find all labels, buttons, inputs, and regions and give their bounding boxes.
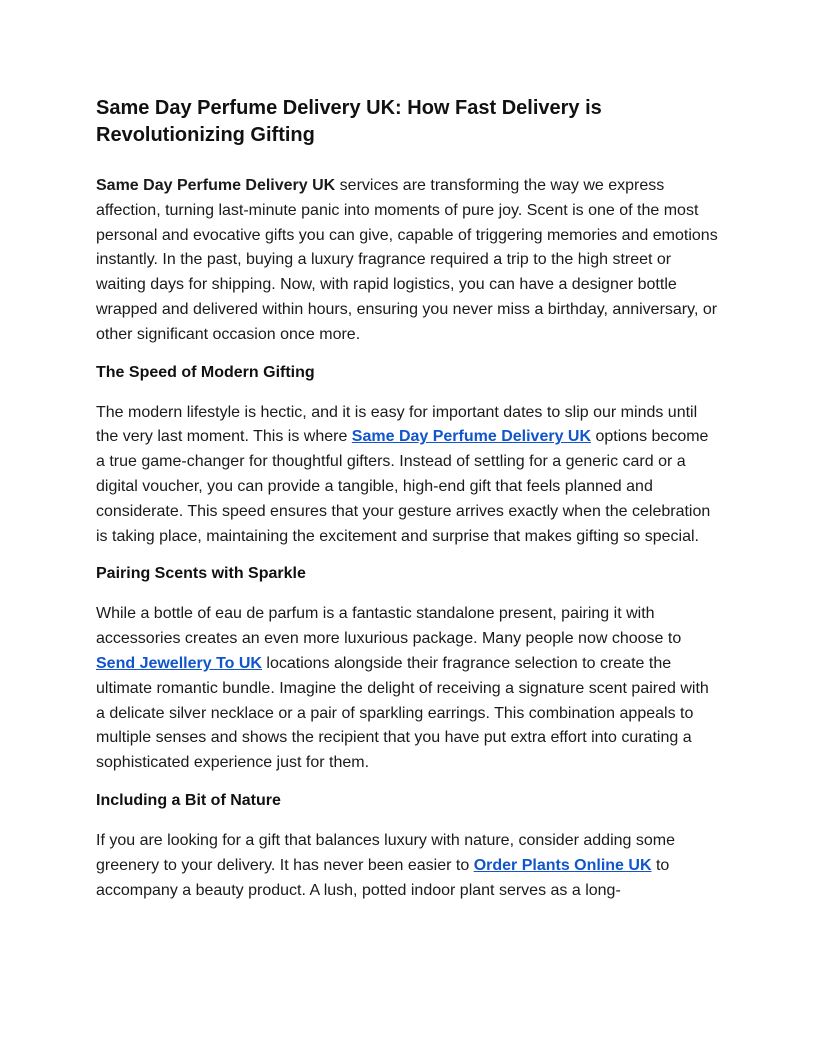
paragraph-text: to accompany a beauty product. A lush, potted indoor plant serves as a long- [96, 856, 670, 899]
paragraph-text: options become a true game-changer for thoughtful gifters. Instead of settling for a generic card or a digital voucher, you can provide a tangible, high-end gift that feels planned and considerate. This speed ensures that your gesture arrives exactly when the celebration is taking place, maintaining the excitement and surprise that makes gifting so special. [96, 428, 711, 545]
intro-paragraph [96, 174, 720, 348]
intro-lead-bold: Same Day Perfume Delivery UK [96, 177, 336, 194]
link-same-day-perfume-delivery[interactable]: Same Day Perfume Delivery UK [351, 428, 592, 446]
paragraph-text: The modern lifestyle is hectic, and it is easy for important dates to slip our minds until the very last moment. This is where [96, 403, 698, 446]
section-heading-sparkle: Pairing Scents with Sparkle [96, 565, 306, 583]
section-heading-nature: Including a Bit of Nature [96, 791, 281, 809]
link-order-plants[interactable]: Order Plants Online UK [473, 856, 652, 874]
paragraph-text: locations alongside their fragrance selection to create the ultimate romantic bundle. Imagine the delight of receiving a signature scent paired with a delicate silver necklace or a pair of sparkling earrings. This combination appeals to multiple senses and shows the recipient that you have put extra effort into curating a sophisticated experience just for them. [96, 654, 709, 772]
section-paragraph-nature [96, 829, 720, 903]
page-title: Same Day Perfume Delivery UK: How Fast Delivery is Revolutionizing Gifting [96, 97, 602, 146]
intro-text: services are transforming the way we express affection, turning last-minute panic into moments of pure joy. Scent is one of the most personal and evocative gifts you can give, capable of triggering memories and emotions instantly. In the past, buying a luxury fragrance required a trip to the high street or waiting days for shipping. Now, with rapid logistics, you can have a designer bottle wrapped and delivered within hours, ensuring you never miss a birthday, anniversary, or other significant occasion once more. [96, 177, 718, 343]
link-send-jewellery[interactable]: Send Jewellery To UK [96, 654, 262, 672]
section-paragraph-speed [96, 401, 720, 550]
section-paragraph-sparkle [96, 602, 720, 776]
document-page [96, 95, 720, 918]
paragraph-text: If you are looking for a gift that balances luxury with nature, consider adding some greenery to your delivery. It has never been easier to [96, 831, 675, 874]
paragraph-text: While a bottle of eau de parfum is a fantastic standalone present, pairing it with accessories creates an even more luxurious package. Many people now choose to [96, 605, 682, 648]
section-heading-speed: The Speed of Modern Gifting [96, 363, 315, 381]
